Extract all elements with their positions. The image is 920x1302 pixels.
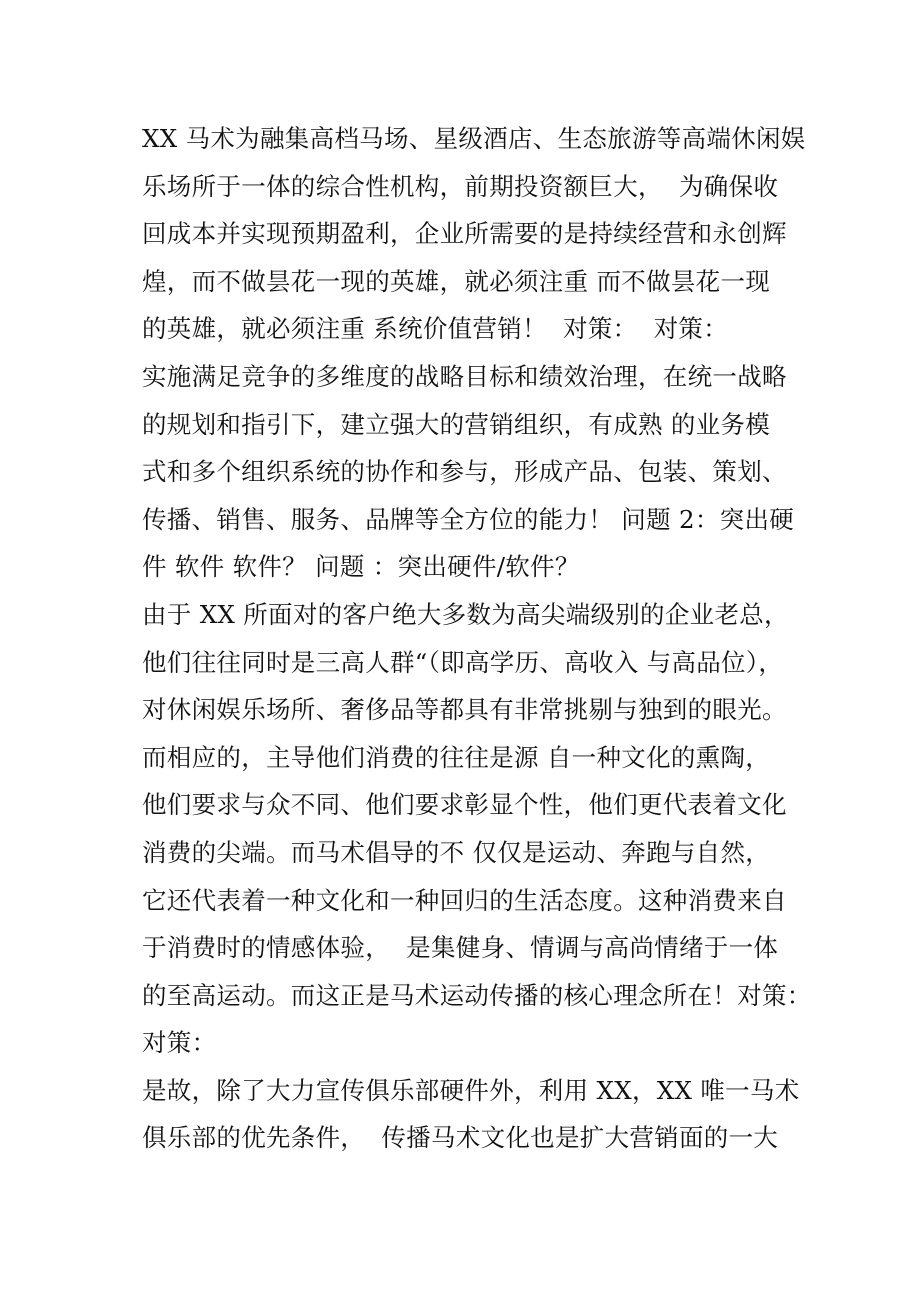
text-line: 式和多个组织系统的协作和参与，形成产品、包装、策划、 xyxy=(142,457,787,487)
document-body-text xyxy=(142,115,812,1162)
text-line: 是故，除了大力宣传俱乐部硬件外，利用 XX，XX 唯一马术 xyxy=(142,1075,800,1105)
text-line: 的规划和指引下，建立强大的营销组织，有成熟 的业务模 xyxy=(142,409,771,439)
text-line: 实施满足竞争的多维度的战略目标和绩效治理，在统一战略 xyxy=(142,361,787,391)
text-line: 的至高运动。而这正是马术运动传播的核心理念所在！对策： xyxy=(142,980,812,1010)
text-line: 他们要求与众不同、他们要求彰显个性，他们更代表着文化 xyxy=(142,790,787,820)
text-line: 于消费时的情感体验， 是集健身、情调与高尚情绪于一体 xyxy=(142,933,779,963)
text-line: 消费的尖端。而马术倡导的不 仅仅是运动、奔跑与自然， xyxy=(142,837,771,867)
text-line: 对休闲娱乐场所、奢侈品等都具有非常挑剔与独到的眼光。 xyxy=(142,695,787,725)
text-line: 回成本并实现预期盈利，企业所需要的是持续经营和永创辉 xyxy=(142,219,787,249)
text-line: 它还代表着一种文化和一种回归的生活态度。这种消费来自 xyxy=(142,885,787,915)
text-line: 乐场所于一体的综合性机构，前期投资额巨大， 为确保收 xyxy=(142,171,779,201)
text-line: XX 马术为融集高档马场、星级酒店、生态旅游等高端休闲娱 xyxy=(142,124,806,153)
text-line: 而相应的，主导他们消费的往往是源 自一种文化的熏陶， xyxy=(142,742,771,772)
text-line: 俱乐部的优先条件， 传播马术文化也是扩大营销面的一大 xyxy=(142,1123,779,1153)
text-line: 传播、销售、服务、品牌等全方位的能力！ 问题 2：突出硬 xyxy=(142,504,795,534)
text-line: 由于 XX 所面对的客户绝大多数为高尖端级别的企业老总， xyxy=(142,599,789,629)
text-line: 的英雄，就必须注重 系统价值营销！ 对策： 对策： xyxy=(142,314,729,344)
text-line: 煌，而不做昙花一现的英雄，就必须注重 而不做昙花一现 xyxy=(142,266,771,296)
text-line: 他们往往同时是三高人群“（即高学历、高收入 与高品位）， xyxy=(142,647,784,677)
text-line: 对策： xyxy=(142,1028,217,1058)
text-line: 件 软件 软件？ 问题 ：突出硬件/软件？ xyxy=(142,552,580,582)
